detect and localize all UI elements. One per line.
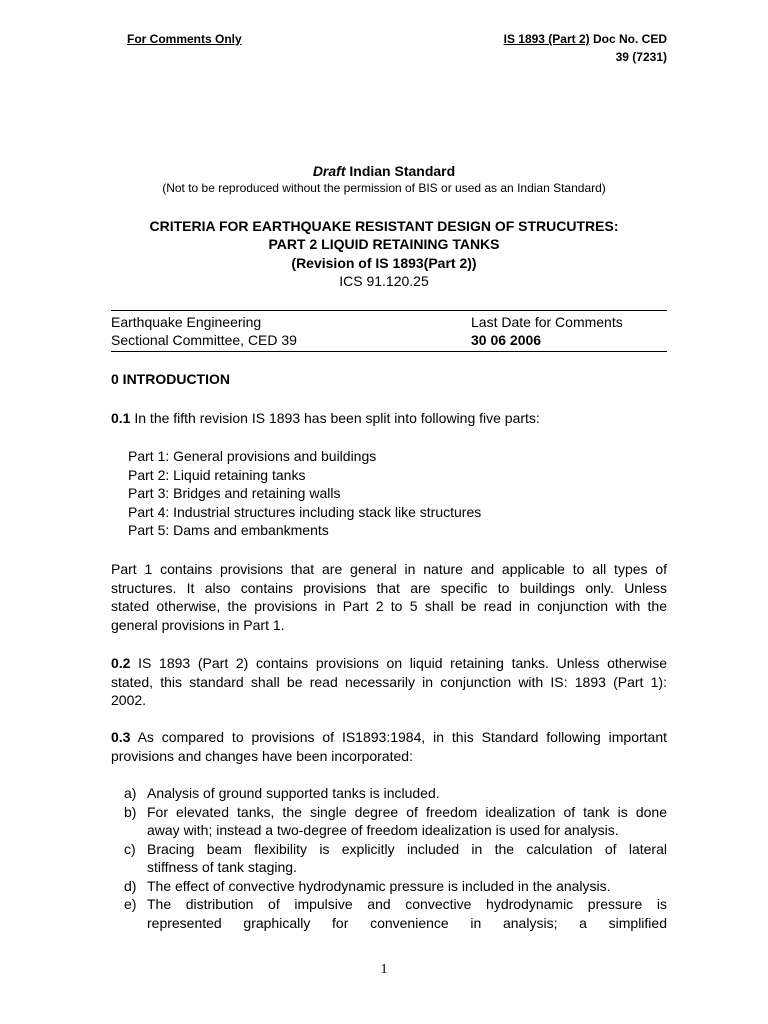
paragraph-line: structures. It also contains provisions that are specific to buildings only. Unless bbox=[111, 579, 667, 596]
paragraph-line bbox=[111, 728, 667, 747]
paragraph-line: 2002. bbox=[111, 692, 147, 709]
reproduction-notice: (Not to be reproduced without the permission of BIS or used as an Indian Standard) bbox=[162, 181, 606, 195]
item-label: c) bbox=[124, 841, 136, 857]
bottom-rule bbox=[111, 351, 667, 352]
para-0-2 bbox=[111, 654, 667, 710]
section-heading: 0 INTRODUCTION bbox=[111, 371, 230, 387]
list-item: Part 5: Dams and embankments bbox=[128, 522, 329, 539]
item-text: For elevated tanks, the single degree of freedom idealization of tank is done bbox=[147, 804, 667, 820]
last-date-value: 30 06 2006 bbox=[471, 332, 542, 348]
committee-name-line2: Sectional Committee, CED 39 bbox=[111, 332, 297, 348]
doc-title-line3: (Revision of IS 1893(Part 2)) bbox=[291, 255, 477, 271]
para-0-1 bbox=[111, 409, 540, 428]
draft-word: Draft bbox=[312, 163, 346, 179]
header-doc-number: Doc No. CED bbox=[589, 32, 667, 46]
header-std-number: IS 1893 (Part 2) bbox=[503, 32, 590, 46]
item-text: stiffness of tank staging. bbox=[147, 859, 297, 875]
standard-word: Indian Standard bbox=[345, 163, 456, 179]
draft-title bbox=[0, 163, 768, 179]
item-text: The effect of convective hydrodynamic pressure is included in the analysis. bbox=[147, 878, 611, 894]
para-0-1-number: 0.1 bbox=[111, 410, 131, 426]
item-text: away with; instead a two-degree of freedom idealization is used for analysis. bbox=[147, 822, 619, 838]
item-text: The distribution of impulsive and convective hydrodynamic pressure is bbox=[147, 896, 667, 912]
list-item: Part 2: Liquid retaining tanks bbox=[128, 466, 306, 483]
paragraph-line bbox=[111, 654, 667, 673]
doc-title-line2: PART 2 LIQUID RETAINING TANKS bbox=[268, 236, 500, 252]
item-label: e) bbox=[124, 896, 137, 912]
paragraph-line: provisions and changes have been incorporated: bbox=[111, 747, 413, 764]
para-0-2-number: 0.2 bbox=[111, 655, 131, 671]
item-label: b) bbox=[124, 804, 137, 820]
top-rule bbox=[111, 310, 667, 311]
item-text: Bracing beam flexibility is explicitly included in the calculation of lateral bbox=[147, 841, 667, 857]
header-right bbox=[504, 32, 667, 46]
last-date-label: Last Date for Comments bbox=[471, 314, 623, 330]
item-label: d) bbox=[124, 878, 137, 894]
part1-paragraph bbox=[111, 560, 667, 634]
paragraph-line: stated, this standard shall be read necessarily in conjunction with IS: 1893 (Part 1): bbox=[111, 673, 667, 690]
doc-title-line1: CRITERIA FOR EARTHQUAKE RESISTANT DESIGN OF STRUCUTRES: bbox=[149, 218, 619, 234]
page-number: 1 bbox=[380, 962, 388, 977]
committee-name-line1: Earthquake Engineering bbox=[111, 314, 262, 330]
para-0-2-text: IS 1893 (Part 2) contains provisions on liquid retaining tanks. Unless otherwise bbox=[130, 655, 667, 671]
list-item: Part 1: General provisions and buildings bbox=[128, 448, 377, 464]
list-item: Part 4: Industrial structures including stack like structures bbox=[128, 503, 482, 520]
parts-list bbox=[128, 447, 481, 540]
item-text: Analysis of ground supported tanks is included. bbox=[147, 785, 440, 801]
paragraph-line: stated otherwise, the provisions in Part 2 to 5 shall be read in conjunction with the bbox=[111, 598, 667, 615]
item-text: represented graphically for convenience in analysis; a simplified bbox=[147, 915, 667, 931]
para-0-3 bbox=[111, 728, 667, 765]
paragraph-line: Part 1 contains provisions that are general in nature and applicable to all types of bbox=[111, 561, 667, 577]
para-0-3-number: 0.3 bbox=[111, 729, 131, 745]
list-item: Part 3: Bridges and retaining walls bbox=[128, 485, 341, 502]
paragraph-line: general provisions in Part 1. bbox=[111, 616, 285, 633]
header-right-line2: 39 (7231) bbox=[615, 50, 667, 64]
header-left: For Comments Only bbox=[127, 32, 242, 46]
para-0-1-text: In the fifth revision IS 1893 has been split into following five parts: bbox=[130, 410, 540, 426]
ics-code: ICS 91.120.25 bbox=[339, 273, 429, 289]
item-label: a) bbox=[124, 785, 137, 801]
para-0-3-text: As compared to provisions of IS1893:1984, in this Standard following important bbox=[130, 729, 667, 745]
